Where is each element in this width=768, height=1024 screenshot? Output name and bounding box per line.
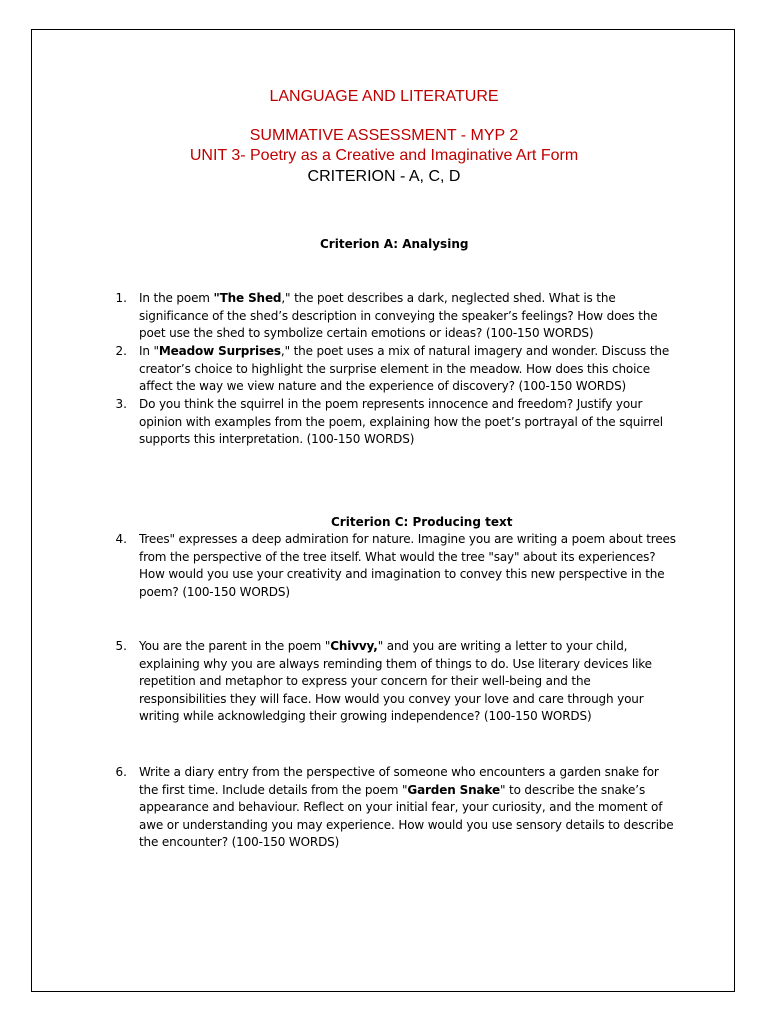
question-text: Write a diary entry from the perspective of someone who encounters a garden snake for the first time. Include details from the poem "Garden Snake" to describe the snake’s appearance and behaviour. Reflect on your initial fear, your curiosity, and the moment of awe or understanding you may experience. How would you use sensory details to describe the encounter? (100-150 WORDS): [139, 765, 674, 850]
poem-title: "The Shed: [213, 291, 282, 305]
question-number: 2.: [115, 344, 127, 358]
question-number: 6.: [115, 765, 127, 779]
subject-heading: LANGUAGE AND LITERATURE: [269, 88, 499, 105]
question-text: Trees" expresses a deep admiration for nature. Imagine you are writing a poem about trees from the perspective of the tree itself. What would the tree "say" about its experiences? How would you use your creativity and imagination to convey this new perspective in the poem? (100-150 WORDS): [139, 532, 676, 599]
poem-title: Meadow Surprises: [158, 344, 281, 358]
question-text: In "Meadow Surprises," the poet uses a mix of natural imagery and wonder. Discuss the creator’s choice to highlight the surprise element in the meadow. How does this choice affect the way we view nature and the experience of discovery? (100-150 WORDS): [139, 344, 670, 394]
criterion-c-title: Criterion C: Producing text: [331, 515, 513, 529]
question-number: 1.: [115, 291, 127, 305]
unit-heading: UNIT 3- Poetry as a Creative and Imaginative Art Form: [189, 147, 579, 164]
question-text: In the poem "The Shed," the poet describes a dark, neglected shed. What is the significance of the shed’s description in conveying the speaker’s feelings? How does the poet use the shed to symbolize certain emotions or ideas? (100-150 WORDS): [139, 291, 658, 341]
question-text: You are the parent in the poem "Chivvy," and you are writing a letter to your child, explaining why you are always reminding them of things to do. Use literary devices like repetition and metaphor to express your concern for their well-being and the responsibilities they will face. How would you convey your love and care through your writing while acknowledging their growing independence? (100-150 WORDS): [139, 639, 652, 724]
assessment-heading: SUMMATIVE ASSESSMENT - MYP 2: [249, 127, 519, 144]
criterion-heading: CRITERION - A, C, D: [307, 168, 461, 185]
question-number: 3.: [115, 397, 127, 411]
criterion-a-title: Criterion A: Analysing: [320, 237, 469, 251]
question-number: 4.: [115, 532, 127, 546]
question-number: 5.: [115, 639, 127, 653]
poem-title: Garden Snake: [407, 782, 500, 797]
poem-title: Chivvy,: [330, 639, 378, 653]
question-text: Do you think the squirrel in the poem represents innocence and freedom? Justify your opinion with examples from the poem, explaining how the poet’s portrayal of the squirrel supports this interpretation. (100-150 WORDS): [139, 397, 663, 447]
